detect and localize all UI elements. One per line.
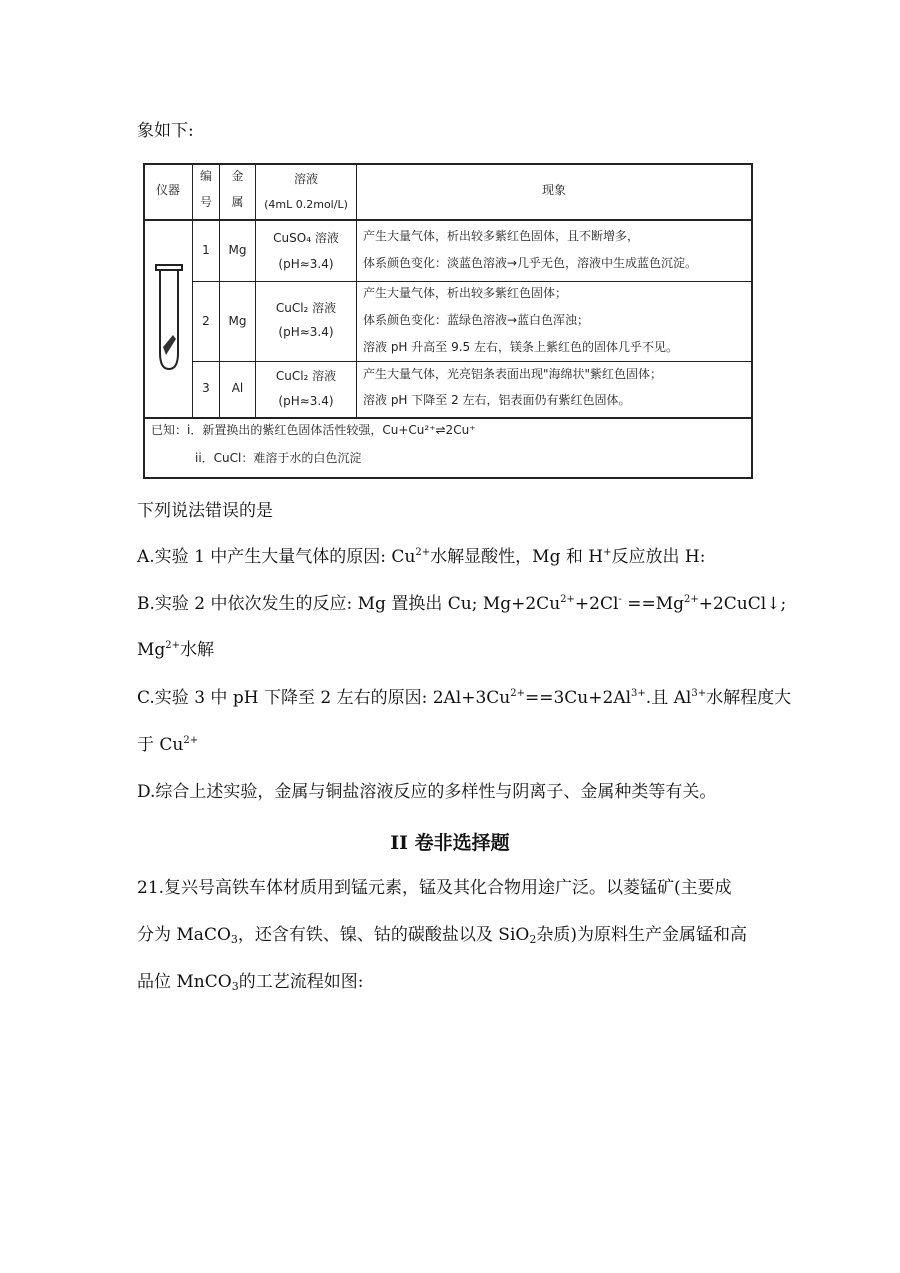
row1-metal: Mg (228, 243, 247, 257)
option-c-continued: 于 $Cu^{2+}$ (137, 735, 199, 755)
row2-phenomenon: 体系颜色变化：蓝绿色溶液→蓝白色浑浊； (363, 313, 590, 327)
row2-phenomenon: 产生大量气体，析出较多紫红色固体； (363, 286, 568, 300)
row2-metal: Mg (228, 314, 247, 328)
section-title: II 卷非选择题 (390, 832, 510, 854)
table-border (751, 163, 753, 479)
table-border (143, 477, 753, 479)
experiment-table (143, 163, 753, 479)
row3-metal: Al (231, 381, 244, 395)
test-tube-icon (153, 263, 185, 373)
q21-line2: 分为 MaCO$_3$，还含有铁、镍、钴的碳酸盐以及 SiO$_2$杂质)为原料生产金属锰和高 (137, 925, 747, 946)
intro-text: 象如下: (137, 121, 194, 141)
option-d: D.综合上述实验，金属与铜盐溶液反应的多样性与阴离子、金属种类等有关。 (137, 782, 717, 802)
table-border (193, 281, 753, 282)
row3-solution-ph: (pH≈3.4) (278, 394, 334, 408)
header-number: 号 (199, 195, 212, 209)
known-note: 已知：i．新置换出的紫红色固体活性较强，Cu+Cu²⁺⇌2Cu⁺ (151, 423, 476, 437)
option-c: C.实验 3 中 pH 下降至 2 左右的原因: $2Al+3Cu^{2+}==3Cu+2Al^{3+}$.且 $Al^{3+}$水解程度大 (137, 688, 792, 708)
header-number: 编 (199, 169, 212, 183)
row3-number: 3 (202, 381, 210, 395)
q21-line1: 21.复兴号高铁车体材质用到锰元素，锰及其化合物用途广泛。以菱锰矿(主要成 (137, 878, 732, 898)
row2-phenomenon: 溶液 pH 升高至 9.5 左右，镁条上紫红色的固体几乎不见。 (363, 340, 678, 354)
table-border (143, 417, 753, 419)
option-a: A.实验 1 中产生大量气体的原因: $Cu^{2+}$水解显酸性，Mg 和 H+反应放出 H: (137, 547, 706, 567)
row2-number: 2 (202, 314, 210, 328)
table-border (193, 361, 753, 362)
row1-phenomenon: 产生大量气体，析出较多紫红色固体，且不断增多， (363, 229, 640, 243)
row3-phenomenon: 溶液 pH 下降至 2 左右，铝表面仍有紫红色固体。 (363, 393, 631, 407)
header-instrument: 仪器 (155, 183, 180, 197)
row3-phenomenon: 产生大量气体，光亮铝条表面出现"海绵状"紫红色固体； (363, 367, 663, 381)
table-border (143, 219, 753, 221)
table-border (356, 163, 357, 418)
header-metal: 金 (231, 169, 244, 183)
row2-solution-ph: (pH≈3.4) (278, 325, 334, 339)
row3-solution: CuCl₂ 溶液 (275, 369, 337, 383)
header-metal: 属 (231, 195, 244, 209)
option-b: B.实验 2 中依次发生的反应: Mg 置换出 Cu; $Mg+2Cu^{2+}+2Cl^-$ $==Mg^{2+}+2CuCl↓$; (137, 594, 787, 614)
question-stem: 下列说法错误的是 (137, 501, 273, 521)
option-b-continued: $Mg^{2+}$水解 (137, 640, 215, 660)
header-solution-conc: (4mL 0.2mol/L) (264, 198, 348, 211)
row2-solution: CuCl₂ 溶液 (275, 301, 337, 315)
table-border (143, 163, 145, 479)
row1-solution-ph: (pH≈3.4) (278, 257, 334, 271)
header-phenomenon: 现象 (541, 183, 566, 197)
known-note: ii．CuCl：难溶于水的白色沉淀 (195, 451, 362, 465)
row1-phenomenon: 体系颜色变化：淡蓝色溶液→几乎无色，溶液中生成蓝色沉淀。 (363, 256, 698, 270)
row1-solution: CuSO₄ 溶液 (273, 231, 339, 245)
row1-number: 1 (202, 243, 210, 257)
header-solution: 溶液 (293, 172, 318, 186)
table-border (143, 163, 753, 165)
q21-line3: 品位 MnCO$_3$的工艺流程如图: (137, 972, 364, 993)
